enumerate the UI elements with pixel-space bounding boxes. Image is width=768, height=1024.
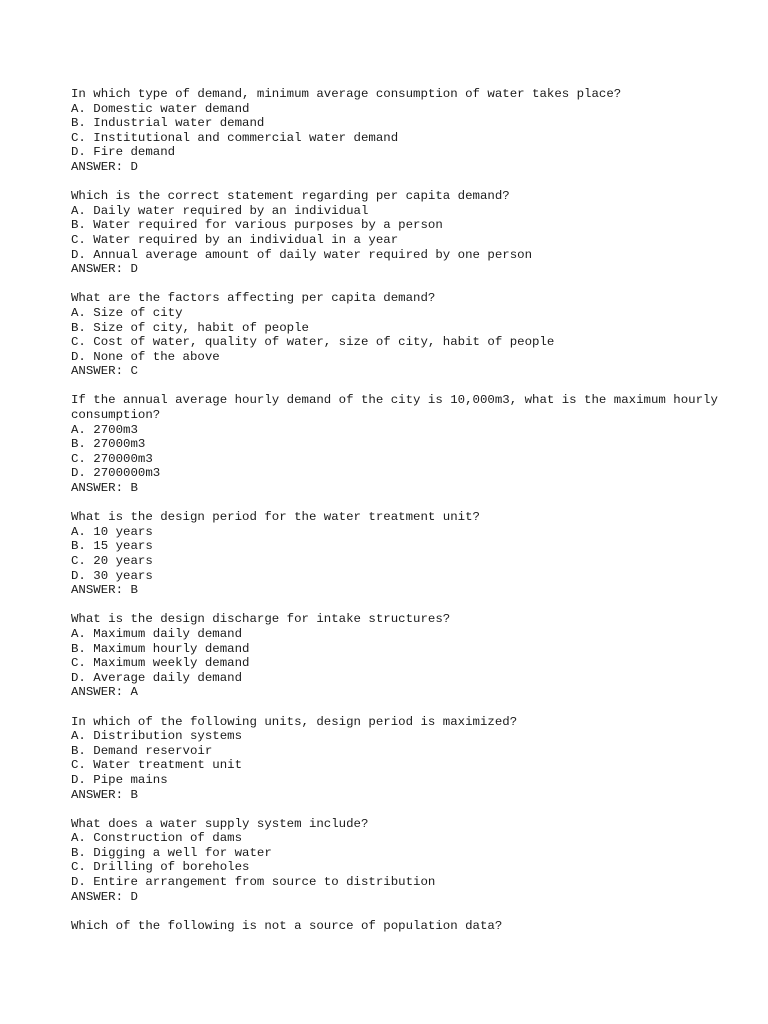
- question-text: In which of the following units, design period is maximized?: [71, 714, 518, 729]
- option-a: A. Maximum daily demand: [71, 626, 243, 641]
- question-text: What are the factors affecting per capita demand?: [71, 291, 436, 306]
- option-b: B. Size of city, habit of people: [71, 320, 309, 335]
- option-b: B. 15 years: [71, 539, 153, 554]
- option-d: D. Pipe mains: [71, 772, 168, 787]
- option-c: C. Institutional and commercial water demand: [71, 130, 399, 145]
- question-block: [71, 612, 731, 700]
- question-text: What is the design period for the water treatment unit?: [71, 510, 480, 525]
- question-text: Which of the following is not a source of population data?: [71, 918, 503, 933]
- option-b: B. 27000m3: [71, 437, 146, 452]
- option-c: C. Water required by an individual in a year: [71, 232, 399, 247]
- question-text: What does a water supply system include?: [71, 816, 369, 831]
- question-block: [71, 393, 731, 495]
- answer-line: ANSWER: B: [71, 787, 138, 802]
- answer-line: ANSWER: D: [71, 159, 138, 174]
- option-a: A. 2700m3: [71, 422, 138, 437]
- option-a: A. Distribution systems: [71, 729, 243, 744]
- option-b: B. Water required for various purposes by a person: [71, 218, 443, 233]
- option-b: B. Digging a well for water: [71, 845, 272, 860]
- question-text: In which type of demand, minimum average consumption of water takes place?: [71, 87, 622, 101]
- option-d: D. 30 years: [71, 568, 153, 583]
- answer-line: ANSWER: D: [71, 889, 138, 904]
- option-c: C. Water treatment unit: [71, 758, 243, 773]
- document-body: [71, 87, 731, 948]
- option-c: C. Drilling of boreholes: [71, 860, 250, 875]
- question-block: [71, 919, 731, 934]
- question-block: [71, 817, 731, 905]
- option-c: C. Maximum weekly demand: [71, 656, 250, 671]
- option-c: C. 270000m3: [71, 451, 153, 466]
- answer-line: ANSWER: B: [71, 583, 138, 598]
- question-text: What is the design discharge for intake structures?: [71, 612, 451, 627]
- question-block: [71, 510, 731, 598]
- option-c: C. 20 years: [71, 554, 153, 568]
- question-text: If the annual average hourly demand of the city is 10,000m3, what is the maximum hourly consumption?: [71, 393, 726, 423]
- question-block: [71, 87, 731, 175]
- option-d: D. None of the above: [71, 349, 220, 364]
- question-block: [71, 291, 731, 379]
- option-d: D. 2700000m3: [71, 466, 161, 481]
- question-text: Which is the correct statement regarding per capita demand?: [71, 189, 510, 204]
- option-b: B. Maximum hourly demand: [71, 641, 250, 656]
- answer-line: ANSWER: D: [71, 262, 138, 277]
- option-a: A. Size of city: [71, 305, 183, 320]
- option-b: B. Demand reservoir: [71, 743, 213, 758]
- option-d: D. Annual average amount of daily water required by one person: [71, 247, 533, 262]
- option-d: D. Entire arrangement from source to distribution: [71, 875, 436, 890]
- option-c: C. Cost of water, quality of water, size of city, habit of people: [71, 335, 555, 350]
- answer-line: ANSWER: B: [71, 481, 138, 496]
- question-block: [71, 189, 731, 277]
- option-a: A. 10 years: [71, 524, 153, 539]
- option-a: A. Domestic water demand: [71, 101, 250, 116]
- option-a: A. Construction of dams: [71, 831, 243, 846]
- option-d: D. Average daily demand: [71, 670, 243, 685]
- option-d: D. Fire demand: [71, 145, 176, 160]
- option-b: B. Industrial water demand: [71, 116, 265, 131]
- answer-line: ANSWER: A: [71, 685, 138, 700]
- question-block: [71, 715, 731, 803]
- option-a: A. Daily water required by an individual: [71, 203, 369, 218]
- answer-line: ANSWER: C: [71, 364, 138, 379]
